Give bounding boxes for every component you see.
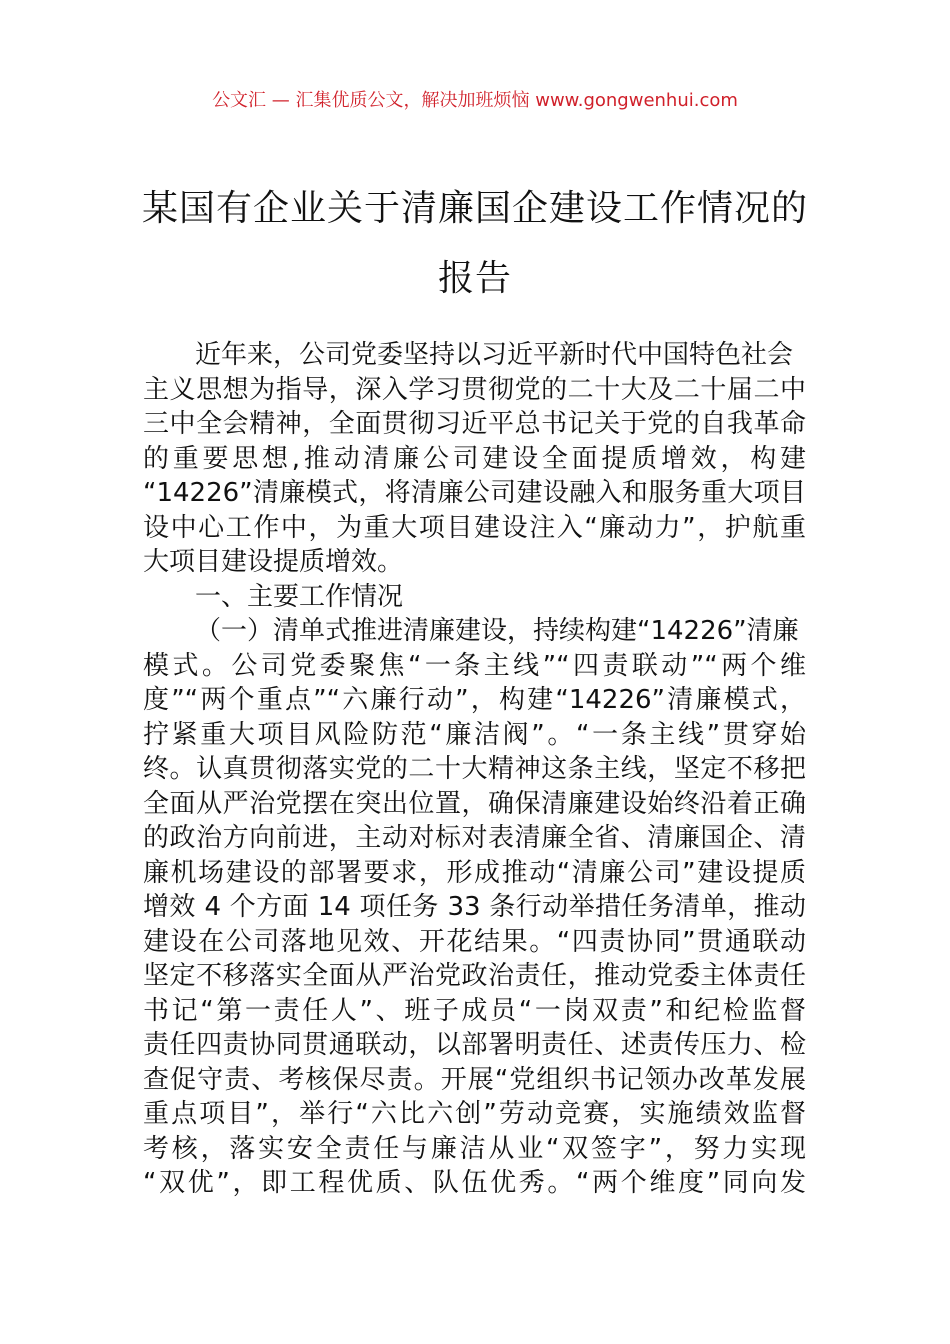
- body-line: 主义思想为指导，深入学习贯彻党的二十大及二十届二中: [143, 374, 806, 405]
- body-line: “双优”，即工程优质、队伍优秀。“两个维度”同向发: [143, 1168, 806, 1198]
- body-line: 查促守责、考核保尽责。开展“党组织书记领办改革发展: [143, 1064, 806, 1095]
- body-line: 全面从严治党摆在突出位置，确保清廉建设始终沿着正确: [143, 788, 806, 819]
- body-line: 廉机场建设的部署要求，形成推动“清廉公司”建设提质: [143, 857, 806, 888]
- body-line: 的政治方向前进，主动对标对表清廉全省、清廉国企、清: [143, 823, 806, 853]
- body-line: 增效 4 个方面 14 项任务 33 条行动举措任务清单，推动: [143, 892, 806, 922]
- body-line: 责任四责协同贯通联动，以部署明责任、述责传压力、检: [143, 1030, 806, 1060]
- body-line: 坚定不移落实全面从严治党政治责任，推动党委主体责任: [143, 961, 806, 991]
- subsection-heading: （一）清单式推进清廉建设，持续构建“14226”清廉: [195, 616, 799, 646]
- section-heading: 一、主要工作情况: [195, 581, 404, 612]
- body-line: “14226”清廉模式，将清廉公司建设融入和服务重大项目: [143, 478, 806, 508]
- header-banner: 公文汇 — 汇集优质公文，解决加班烦恼 www.gongwenhui.com: [212, 90, 738, 111]
- body-line: 建设在公司落地见效、开花结果。“四责协同”贯通联动: [143, 926, 806, 957]
- body-line: 拧紧重大项目风险防范“廉洁阀”。“一条主线”贯穿始: [143, 719, 806, 750]
- body-line: 书记“第一责任人”、班子成员“一岗双责”和纪检监督: [143, 995, 806, 1026]
- body-line: 设中心工作中，为重大项目建设注入“廉动力”，护航重: [143, 512, 806, 543]
- document-body: [143, 338, 806, 1201]
- body-line: 的重要思想,推动清廉公司建设全面提质增效，构建: [143, 443, 806, 474]
- body-line: 三中全会精神，全面贯彻习近平总书记关于党的自我革命: [143, 409, 806, 439]
- body-line: 考核，落实安全责任与廉洁从业“双签字”，努力实现: [143, 1133, 806, 1164]
- body-line: 重点项目”，举行“六比六创”劳动竞赛，实施绩效监督: [143, 1099, 806, 1129]
- body-line: 近年来，公司党委坚持以习近平新时代中国特色社会: [195, 340, 794, 370]
- body-line: 大项目建设提质增效。: [143, 547, 404, 577]
- document-title-line-2: 报告: [437, 258, 512, 299]
- body-line: 度”“两个重点”“六廉行动”，构建“14226”清廉模式，: [143, 685, 806, 715]
- document-title-line-1: 某国有企业关于清廉国企建设工作情况的: [141, 188, 808, 229]
- body-line: 模式。公司党委聚焦“一条主线”“四责联动”“两个维: [143, 650, 806, 681]
- body-line: 终。认真贯彻落实党的二十大精神这条主线，坚定不移把: [143, 754, 806, 784]
